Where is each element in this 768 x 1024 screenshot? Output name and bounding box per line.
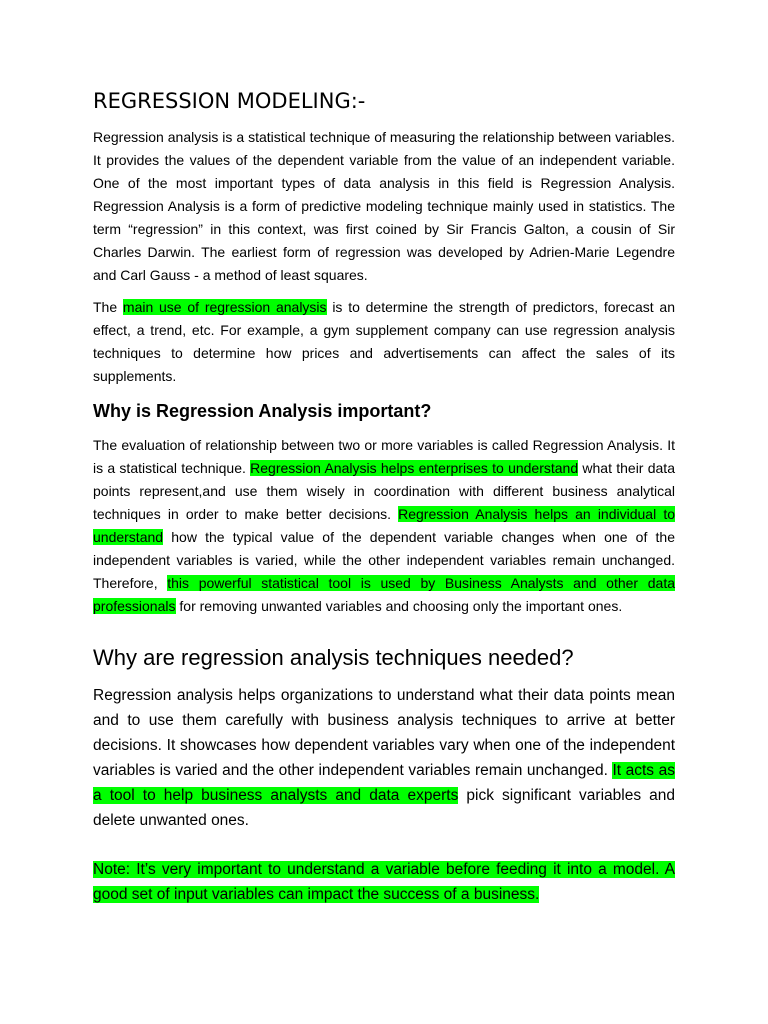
text-run: Regression analysis helps organizations to understand what their data points mean and to use them carefully with business analysis techniques to arrive at better decisions. It showcases how dependent variables vary when one of the independent variables is varied and the other independent variables remain unchanged. [93,687,675,779]
text-run: how the typical value of the dependent variable changes when one of the independent variables is varied, while the other independent variables remain unchanged. Therefore, [93,529,675,591]
intro-paragraph: Regression analysis is a statistical technique of measuring the relationship between variables. It provides the values of the dependent variable from the value of an independent variable. One of the most important types of data analysis in this field is Regression Analysis. Regression Analysis is a form of predictive modeling technique mainly used in statistics. The term “regression” in this context, was first coined by Sir Francis Galton, a cousin of Sir Charles Darwin. The earliest form of regression was developed by Adrien-Marie Legendre and Carl Gauss - a method of least squares. [93,129,675,283]
main-use-paragraph [93,296,675,388]
text-run: for removing unwanted variables and choosing only the important ones. [175,598,623,614]
importance-paragraph [93,434,675,618]
document-title: REGRESSION MODELING:- [93,89,366,113]
highlighted-text: Regression Analysis helps an individual to understand [93,506,675,545]
text-run: what their data points represent,and use them wisely in coordination with different business analytical techniques in order to make better decisions. [93,460,675,522]
techniques-paragraph [93,683,675,833]
heading-why-needed: Why are regression analysis techniques needed? [93,645,574,670]
text-run: The [93,299,123,315]
highlighted-text: Regression Analysis helps enterprises to understand [250,460,579,476]
highlighted-text: It acts as a tool to help business analysts and data experts [93,762,675,804]
text-run: is to determine the strength of predictors, forecast an effect, a trend, etc. For example, a gym supplement company can use regression analysis techniques to determine how prices and advertisements can affect the sales of its supplements. [93,299,675,384]
text-run: pick significant variables and delete unwanted ones. [93,787,676,829]
heading-why-important: Why is Regression Analysis important? [93,401,432,421]
highlighted-text: this powerful statistical tool is used by Business Analysts and other data professionals [93,575,675,614]
highlighted-text: main use of regression analysis [122,299,327,315]
highlighted-note: Note: It’s very important to understand a variable before feeding it into a model. A good set of input variables can impact the success of a business. [93,861,675,903]
note-paragraph [93,857,675,907]
text-run: The evaluation of relationship between two or more variables is called Regression Analysis. It is a statistical technique. [93,437,675,476]
